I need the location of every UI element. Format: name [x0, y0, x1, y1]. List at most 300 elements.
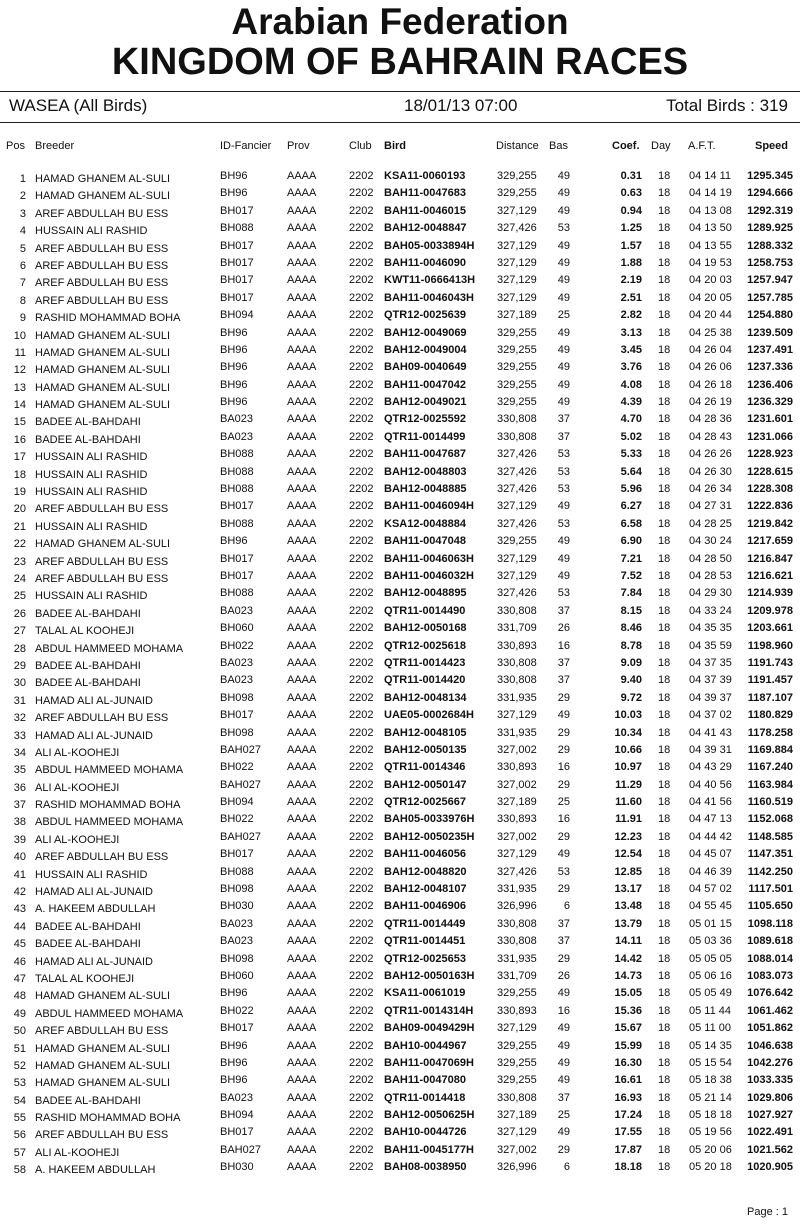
cell-coef: 3.76	[620, 361, 642, 374]
cell-distance: 327,426	[497, 465, 537, 478]
cell-pos: 17	[13, 451, 26, 464]
cell-club: 2202	[349, 204, 374, 217]
cell-speed: 1292.319	[747, 204, 793, 217]
cell-aft: 04 35 35	[689, 622, 732, 635]
cell-breeder: BADEE AL-BAHDAHI	[35, 416, 141, 429]
cell-breeder: BADEE AL-BAHDAHI	[35, 677, 141, 690]
cell-breeder: AREF ABDULLAH BU ESS	[35, 259, 169, 272]
cell-club: 2202	[349, 326, 374, 339]
cell-prov: AAAA	[287, 187, 317, 200]
cell-day: 18	[658, 604, 671, 617]
table-row	[0, 516, 800, 533]
cell-club: 2202	[349, 674, 374, 687]
cell-pos: 45	[13, 938, 26, 951]
cell-speed: 1214.939	[747, 587, 793, 600]
cell-distance: 331,935	[497, 883, 537, 896]
cell-speed: 1219.842	[747, 517, 793, 530]
cell-pos: 7	[19, 277, 26, 290]
cell-id-fancier: BH017	[220, 274, 254, 287]
cell-club: 2202	[349, 535, 374, 548]
cell-id-fancier: BH098	[220, 883, 254, 896]
cell-id-fancier: BH098	[220, 691, 254, 704]
cell-prov: AAAA	[287, 170, 317, 182]
cell-id-fancier: BH96	[220, 535, 248, 548]
cell-id-fancier: BA023	[220, 656, 254, 669]
cell-club: 2202	[349, 552, 374, 565]
cell-distance: 327,426	[497, 222, 537, 235]
cell-pos: 30	[13, 677, 26, 690]
race-name: WASEA (All Birds)	[9, 96, 148, 115]
cell-bird: KSA11-0060193	[384, 170, 466, 182]
cell-prov: AAAA	[287, 691, 317, 704]
cell-coef: 17.24	[614, 1109, 642, 1122]
cell-pos: 26	[13, 607, 26, 620]
cell-speed: 1237.491	[747, 343, 793, 356]
cell-bas: 25	[557, 796, 570, 809]
cell-pos: 20	[13, 503, 26, 516]
cell-coef: 0.63	[620, 187, 642, 200]
cell-club: 2202	[349, 604, 374, 617]
cell-prov: AAAA	[287, 917, 317, 930]
table-row	[0, 220, 800, 237]
cell-day: 18	[658, 239, 671, 252]
cell-day: 18	[658, 378, 671, 391]
cell-bird: BAH12-0048895	[384, 587, 467, 600]
cell-bas: 49	[557, 274, 570, 287]
cell-bas: 37	[557, 917, 570, 930]
cell-pos: 19	[13, 486, 26, 499]
cell-bird: QTR12-0025592	[384, 413, 466, 426]
cell-bas: 16	[557, 813, 570, 826]
cell-coef: 11.91	[615, 813, 642, 826]
cell-speed: 1231.601	[747, 413, 793, 426]
cell-aft: 04 14 11	[689, 170, 732, 182]
cell-id-fancier: BH017	[220, 1126, 254, 1139]
cell-aft: 04 26 18	[689, 378, 732, 391]
cell-id-fancier: BH96	[220, 326, 248, 339]
cell-coef: 4.08	[620, 378, 642, 391]
cell-bas: 49	[557, 170, 570, 182]
cell-speed: 1142.250	[747, 865, 793, 878]
cell-speed: 1148.585	[747, 830, 793, 843]
cell-bas: 49	[557, 1039, 570, 1052]
cell-aft: 04 37 35	[689, 656, 732, 669]
cell-bas: 49	[557, 848, 570, 861]
cell-breeder: HAMAD GHANEM AL-SULI	[35, 1077, 171, 1090]
table-row	[0, 1124, 800, 1141]
cell-pos: 16	[13, 433, 26, 446]
cell-distance: 327,002	[497, 743, 537, 756]
cell-pos: 1	[19, 173, 26, 185]
cell-pos: 42	[13, 886, 26, 899]
cell-pos: 43	[13, 903, 26, 916]
cell-prov: AAAA	[287, 778, 317, 791]
cell-prov: AAAA	[287, 326, 317, 339]
cell-coef: 18.18	[614, 1161, 642, 1174]
cell-speed: 1033.335	[747, 1074, 793, 1087]
cell-aft: 05 20 18	[689, 1161, 732, 1174]
cell-day: 18	[658, 587, 671, 600]
cell-pos: 4	[19, 225, 26, 238]
cell-breeder: HAMAD GHANEM AL-SULI	[35, 381, 171, 394]
cell-coef: 7.21	[620, 552, 642, 565]
cell-bird: BAH05-0033976H	[384, 813, 475, 826]
cell-pos: 55	[13, 1112, 26, 1125]
cell-bird: BAH11-0046906	[384, 900, 466, 913]
table-row	[0, 307, 800, 324]
cell-prov: AAAA	[287, 500, 317, 513]
table-row	[0, 829, 800, 846]
cell-speed: 1295.345	[747, 170, 793, 182]
cell-bas: 49	[557, 569, 570, 582]
cell-prov: AAAA	[287, 604, 317, 617]
cell-aft: 05 03 36	[689, 935, 732, 948]
cell-bas: 49	[557, 256, 570, 269]
cell-distance: 331,709	[497, 622, 537, 635]
cell-breeder: RASHID MOHAMMAD BOHA	[35, 1112, 181, 1125]
cell-breeder: HUSSAIN ALI RASHID	[35, 868, 148, 881]
cell-day: 18	[658, 1091, 671, 1104]
cell-coef: 3.13	[620, 326, 642, 339]
cell-speed: 1027.927	[747, 1109, 793, 1122]
cell-aft: 04 46 39	[689, 865, 732, 878]
table-row	[0, 1055, 800, 1072]
cell-breeder: AREF ABDULLAH BU ESS	[35, 503, 169, 516]
cell-bas: 49	[557, 1074, 570, 1087]
cell-club: 2202	[349, 622, 374, 635]
cell-aft: 04 35 59	[689, 639, 732, 652]
cell-pos: 2	[19, 190, 26, 203]
table-row	[0, 881, 800, 898]
cell-bas: 49	[557, 552, 570, 565]
total-birds: Total Birds : 319	[666, 96, 788, 115]
table-row	[0, 620, 800, 637]
cell-pos: 21	[13, 520, 26, 533]
cell-aft: 04 41 56	[689, 796, 732, 809]
cell-bird: BAH05-0033894H	[384, 239, 475, 252]
cell-day: 18	[658, 204, 671, 217]
cell-distance: 329,255	[497, 361, 537, 374]
cell-club: 2202	[349, 743, 374, 756]
cell-bird: BAH12-0048847	[384, 222, 467, 235]
cell-day: 18	[658, 778, 671, 791]
col-prov: Prov	[287, 140, 310, 152]
title-line-1: Arabian Federation	[231, 1, 569, 42]
cell-day: 18	[658, 170, 671, 182]
cell-day: 18	[658, 622, 671, 635]
cell-coef: 7.84	[620, 587, 642, 600]
col-bas: Bas	[549, 140, 568, 152]
cell-bas: 49	[557, 1056, 570, 1069]
cell-distance: 329,255	[497, 170, 537, 182]
col-day: Day	[651, 140, 671, 152]
table-row	[0, 429, 800, 446]
cell-speed: 1029.806	[747, 1091, 793, 1104]
table-row	[0, 272, 800, 289]
cell-breeder: HAMAD ALI AL-JUNAID	[35, 955, 153, 968]
cell-day: 18	[658, 309, 671, 322]
cell-aft: 04 33 24	[689, 604, 732, 617]
cell-pos: 51	[13, 1042, 26, 1055]
table-row	[0, 238, 800, 255]
cell-aft: 04 13 55	[689, 239, 732, 252]
cell-id-fancier: BH088	[220, 865, 254, 878]
cell-club: 2202	[349, 969, 374, 982]
cell-bird: BAH12-0050625H	[384, 1109, 475, 1122]
cell-breeder: BADEE AL-BAHDAHI	[35, 659, 141, 672]
cell-id-fancier: BH96	[220, 1056, 248, 1069]
cell-id-fancier: BH088	[220, 465, 254, 478]
cell-aft: 04 19 53	[689, 256, 732, 269]
cell-aft: 04 39 31	[689, 743, 732, 756]
cell-id-fancier: BAH027	[220, 778, 261, 791]
cell-speed: 1288.332	[747, 239, 793, 252]
cell-distance: 327,189	[497, 796, 537, 809]
cell-bird: QTR11-0014418	[384, 1091, 466, 1104]
cell-id-fancier: BH96	[220, 987, 248, 1000]
cell-aft: 05 05 49	[689, 987, 732, 1000]
cell-pos: 39	[13, 833, 26, 846]
cell-id-fancier: BAH027	[220, 830, 261, 843]
cell-pos: 31	[13, 694, 26, 707]
cell-coef: 13.79	[614, 917, 642, 930]
cell-coef: 8.15	[620, 604, 642, 617]
cell-day: 18	[658, 952, 671, 965]
cell-club: 2202	[349, 987, 374, 1000]
cell-bas: 49	[557, 239, 570, 252]
cell-bird: BAH11-0047042	[384, 378, 466, 391]
cell-day: 18	[658, 883, 671, 896]
cell-bas: 25	[557, 1109, 570, 1122]
cell-bird: QTR11-0014490	[384, 604, 466, 617]
cell-distance: 327,129	[497, 500, 537, 513]
cell-bas: 49	[557, 378, 570, 391]
cell-prov: AAAA	[287, 465, 317, 478]
cell-distance: 329,255	[497, 378, 537, 391]
cell-distance: 327,129	[497, 274, 537, 287]
header-divider-bottom	[0, 122, 800, 123]
cell-bird: BAH12-0048105	[384, 726, 467, 739]
table-row	[0, 498, 800, 515]
cell-prov: AAAA	[287, 900, 317, 913]
col-club: Club	[349, 140, 372, 152]
cell-day: 18	[658, 830, 671, 843]
cell-club: 2202	[349, 935, 374, 948]
cell-pos: 38	[13, 816, 26, 829]
cell-breeder: HAMAD GHANEM AL-SULI	[35, 346, 171, 359]
cell-id-fancier: BA023	[220, 917, 254, 930]
cell-coef: 14.73	[614, 969, 642, 982]
cell-speed: 1198.960	[747, 639, 793, 652]
cell-bas: 49	[557, 361, 570, 374]
cell-aft: 05 20 06	[689, 1143, 732, 1156]
cell-bas: 49	[557, 1126, 570, 1139]
cell-bird: BAH09-0040649	[384, 361, 467, 374]
cell-coef: 14.42	[614, 952, 642, 965]
cell-day: 18	[658, 674, 671, 687]
cell-pos: 9	[19, 312, 26, 325]
cell-id-fancier: BH088	[220, 222, 254, 235]
cell-club: 2202	[349, 291, 374, 304]
cell-day: 18	[658, 343, 671, 356]
cell-aft: 04 25 38	[689, 326, 732, 339]
cell-id-fancier: BH088	[220, 448, 254, 461]
cell-prov: AAAA	[287, 952, 317, 965]
cell-club: 2202	[349, 656, 374, 669]
table-row	[0, 1020, 800, 1037]
cell-aft: 04 55 45	[689, 900, 732, 913]
cell-club: 2202	[349, 239, 374, 252]
cell-day: 18	[658, 987, 671, 1000]
table-row	[0, 811, 800, 828]
cell-prov: AAAA	[287, 396, 317, 409]
cell-breeder: AREF ABDULLAH BU ESS	[35, 242, 169, 255]
cell-bird: BAH11-0046043H	[384, 291, 474, 304]
cell-aft: 04 37 39	[689, 674, 732, 687]
cell-prov: AAAA	[287, 413, 317, 426]
cell-speed: 1217.659	[747, 535, 793, 548]
cell-breeder: HAMAD GHANEM AL-SULI	[35, 399, 171, 412]
cell-id-fancier: BH088	[220, 517, 254, 530]
cell-id-fancier: BH022	[220, 639, 254, 652]
cell-day: 18	[658, 1143, 671, 1156]
cell-coef: 5.33	[620, 448, 642, 461]
cell-speed: 1231.066	[747, 430, 793, 443]
cell-aft: 04 44 42	[689, 830, 732, 843]
cell-bird: BAH12-0049021	[384, 396, 467, 409]
cell-aft: 04 26 30	[689, 465, 732, 478]
cell-bird: QTR12-0025667	[384, 796, 466, 809]
cell-distance: 329,255	[497, 535, 537, 548]
cell-prov: AAAA	[287, 726, 317, 739]
cell-prov: AAAA	[287, 222, 317, 235]
cell-prov: AAAA	[287, 1074, 317, 1087]
cell-coef: 16.93	[614, 1091, 642, 1104]
cell-breeder: HAMAD GHANEM AL-SULI	[35, 1042, 171, 1055]
cell-breeder: HUSSAIN ALI RASHID	[35, 486, 148, 499]
cell-pos: 54	[13, 1094, 26, 1107]
cell-coef: 0.94	[620, 204, 642, 217]
cell-id-fancier: BH017	[220, 204, 254, 217]
cell-bas: 53	[557, 483, 570, 496]
cell-bird: KWT11-0666413H	[384, 274, 476, 287]
cell-breeder: HAMAD ALI AL-JUNAID	[35, 729, 153, 742]
cell-bas: 53	[557, 222, 570, 235]
cell-coef: 10.97	[614, 761, 642, 774]
cell-prov: AAAA	[287, 1004, 317, 1017]
col-breeder: Breeder	[35, 140, 75, 152]
cell-bas: 49	[557, 1022, 570, 1035]
cell-bas: 29	[557, 1143, 570, 1156]
cell-club: 2202	[349, 813, 374, 826]
cell-prov: AAAA	[287, 1126, 317, 1139]
cell-breeder: AREF ABDULLAH BU ESS	[35, 555, 169, 568]
cell-breeder: HUSSAIN ALI RASHID	[35, 451, 148, 464]
table-row	[0, 255, 800, 272]
cell-prov: AAAA	[287, 448, 317, 461]
cell-coef: 16.30	[614, 1056, 642, 1069]
cell-day: 18	[658, 796, 671, 809]
cell-distance: 331,935	[497, 691, 537, 704]
cell-bird: QTR12-0025653	[384, 952, 466, 965]
cell-aft: 04 28 25	[689, 517, 732, 530]
cell-speed: 1083.073	[747, 969, 793, 982]
cell-bird: BAH12-0050235H	[384, 830, 475, 843]
cell-day: 18	[658, 1022, 671, 1035]
col-id-fancier: ID-Fancier	[220, 140, 272, 152]
cell-pos: 40	[13, 851, 26, 864]
cell-breeder: HUSSAIN ALI RASHID	[35, 225, 148, 238]
cell-day: 18	[658, 326, 671, 339]
cell-coef: 16.61	[614, 1074, 642, 1087]
cell-day: 18	[658, 1074, 671, 1087]
cell-id-fancier: BH017	[220, 552, 254, 565]
cell-bas: 49	[557, 500, 570, 513]
cell-distance: 329,255	[497, 326, 537, 339]
cell-distance: 329,255	[497, 987, 537, 1000]
cell-coef: 15.36	[614, 1004, 642, 1017]
cell-pos: 11	[14, 346, 26, 359]
cell-aft: 04 26 34	[689, 483, 732, 496]
cell-distance: 327,129	[497, 848, 537, 861]
cell-coef: 8.78	[620, 639, 642, 652]
cell-id-fancier: BH96	[220, 343, 248, 356]
cell-aft: 04 28 53	[689, 569, 732, 582]
cell-club: 2202	[349, 256, 374, 269]
table-row	[0, 446, 800, 463]
cell-bas: 49	[557, 326, 570, 339]
cell-coef: 3.45	[620, 343, 642, 356]
table-row	[0, 168, 800, 185]
cell-club: 2202	[349, 1126, 374, 1139]
cell-day: 18	[658, 535, 671, 548]
cell-prov: AAAA	[287, 309, 317, 322]
cell-coef: 11.60	[615, 796, 642, 809]
cell-coef: 1.88	[620, 256, 642, 269]
cell-speed: 1147.351	[747, 848, 793, 861]
cell-distance: 327,129	[497, 1126, 537, 1139]
table-row	[0, 707, 800, 724]
cell-day: 18	[658, 222, 671, 235]
cell-bird: BAH11-0045177H	[384, 1143, 474, 1156]
cell-coef: 6.90	[620, 535, 642, 548]
cell-breeder: HAMAD ALI AL-JUNAID	[35, 886, 153, 899]
cell-club: 2202	[349, 952, 374, 965]
cell-speed: 1089.618	[747, 935, 793, 948]
cell-club: 2202	[349, 691, 374, 704]
cell-bird: BAH11-0046063H	[384, 552, 474, 565]
cell-club: 2202	[349, 517, 374, 530]
cell-pos: 22	[13, 538, 26, 551]
cell-id-fancier: BAH027	[220, 743, 261, 756]
cell-pos: 46	[13, 955, 26, 968]
cell-coef: 17.55	[614, 1126, 642, 1139]
cell-bas: 37	[557, 413, 570, 426]
cell-club: 2202	[349, 761, 374, 774]
cell-speed: 1257.947	[747, 274, 793, 287]
cell-breeder: RASHID MOHAMMAD BOHA	[35, 312, 181, 325]
cell-speed: 1178.258	[747, 726, 793, 739]
cell-id-fancier: BH094	[220, 1109, 254, 1122]
cell-prov: AAAA	[287, 430, 317, 443]
cell-bird: BAH08-0038950	[384, 1161, 467, 1174]
cell-coef: 0.31	[620, 170, 642, 182]
cell-bird: BAH12-0048134	[384, 691, 467, 704]
cell-bas: 37	[557, 935, 570, 948]
cell-pos: 41	[13, 868, 26, 881]
cell-bas: 29	[557, 952, 570, 965]
cell-prov: AAAA	[287, 674, 317, 687]
